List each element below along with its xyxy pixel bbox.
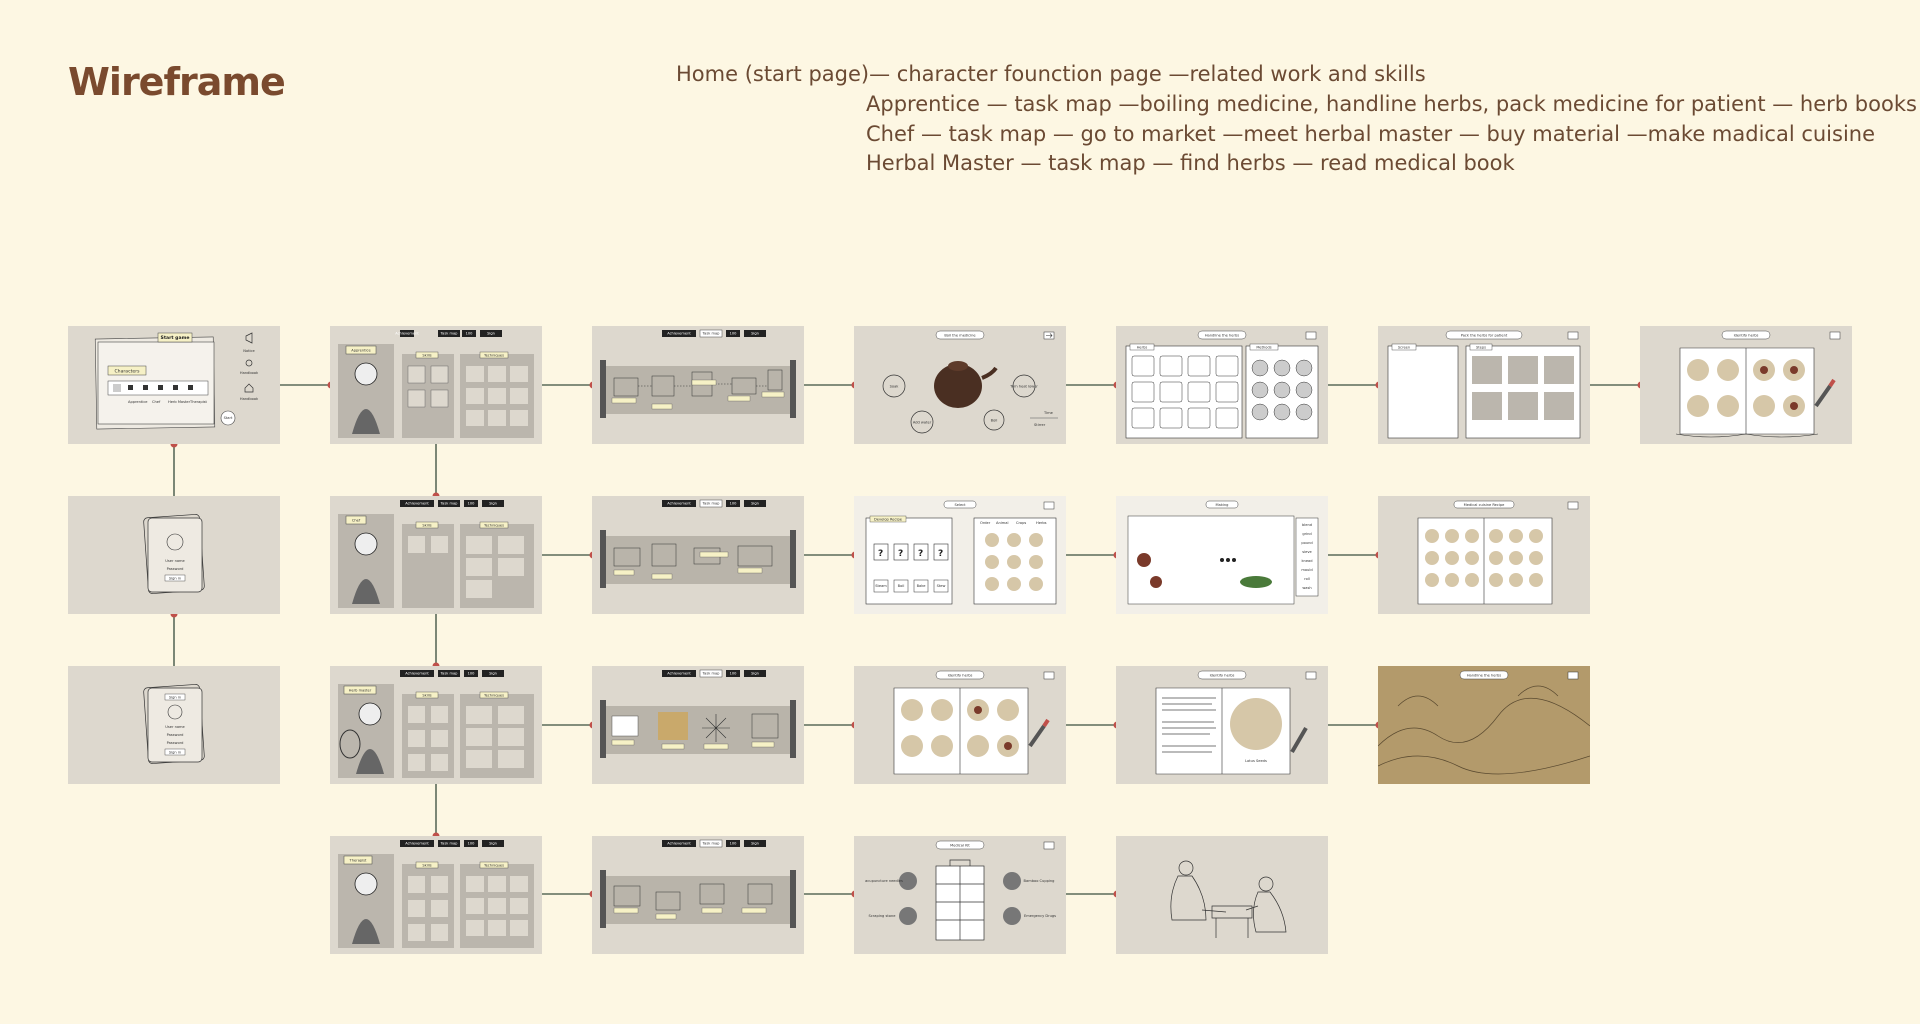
lotus-seeds-label: Lotus Seeds <box>1245 759 1267 763</box>
svg-text:Sign[interactable]: Sign <box>751 671 759 676</box>
svg-text:Screen: Screen <box>1397 345 1411 350</box>
svg-text:pound[interactable]: pound <box>1301 541 1313 545</box>
svg-text:Achievement[interactable]: Achievement <box>395 331 419 336</box>
boil-button[interactable]: Boil <box>990 418 998 423</box>
svg-text:Task map[interactable]: Task map <box>440 671 458 676</box>
char-apprentice[interactable]: Apprentice <box>128 400 148 404</box>
svg-text:Steam[interactable]: Steam <box>875 584 887 588</box>
svg-text:Task map[interactable]: Task map <box>440 841 458 846</box>
svg-text:Herbs: Herbs <box>1136 345 1148 350</box>
svg-text:Sign[interactable]: Sign <box>751 331 759 336</box>
svg-text:Boil[interactable]: Boil <box>897 584 905 588</box>
flow-line-herbal-master: Herbal Master — task map — find herbs — read medical book <box>866 151 1515 175</box>
svg-text:Herbs[interactable]: Herbs <box>1036 521 1047 525</box>
svg-text:Achievement[interactable]: Achievement <box>667 671 691 676</box>
svg-text:Boil the medicine: Boil the medicine <box>944 333 976 338</box>
password-field[interactable]: Password <box>166 733 184 737</box>
screen-therapy-scene <box>1116 836 1328 954</box>
screen-chef-taskmap <box>592 496 804 614</box>
svg-text:Stirrer: Stirrer <box>1034 423 1046 427</box>
screen-identify-herbs-3 <box>1116 666 1328 784</box>
sign-in-button[interactable]: Sign in <box>168 576 182 581</box>
svg-text:Skills: Skills <box>422 693 432 698</box>
char-herb-master[interactable]: Herb Master <box>168 400 191 404</box>
svg-text:Skills: Skills <box>422 353 432 358</box>
soak-button[interactable]: Soak <box>889 384 899 389</box>
svg-text:100: 100 <box>467 671 475 676</box>
flow-line-chef: Chef — task map — go to market —meet herbal master — buy material —make madical cuisine <box>866 122 1876 146</box>
screen-develop-recipe <box>854 496 1066 614</box>
svg-text:Bake[interactable]: Bake <box>916 584 926 588</box>
svg-text:Making: Making <box>1215 503 1229 507</box>
svg-text:?: ? <box>918 549 924 559</box>
user-icon[interactable] <box>246 360 252 366</box>
password-field[interactable]: Password <box>166 567 184 571</box>
svg-text:?: ? <box>938 549 944 559</box>
svg-text:100: 100 <box>729 671 737 676</box>
svg-text:Task map[interactable]: Task map <box>702 331 720 336</box>
character-badge: Herb master <box>348 688 372 693</box>
svg-text:Sign[interactable]: Sign <box>751 501 759 506</box>
sign-in-title: Sign in <box>168 695 182 700</box>
svg-text:Techniques: Techniques <box>484 693 504 698</box>
screen-handle-herbs <box>1116 326 1328 444</box>
svg-text:Animal[interactable]: Animal <box>996 521 1009 525</box>
svg-text:Crops[interactable]: Crops <box>1016 521 1027 525</box>
svg-text:Medical cuisine Recipe: Medical cuisine Recipe <box>1463 503 1505 507</box>
screen-login-1 <box>68 496 280 614</box>
start-game-label[interactable]: Start game <box>160 336 190 341</box>
svg-text:100: 100 <box>465 331 473 336</box>
svg-text:Techniques: Techniques <box>484 523 504 528</box>
svg-text:Identify herbs: Identify herbs <box>1733 333 1759 338</box>
svg-text:100: 100 <box>729 501 737 506</box>
start-button[interactable]: Start <box>223 416 233 420</box>
svg-text:Achievement[interactable]: Achievement <box>405 671 429 676</box>
svg-text:mould[interactable]: mould <box>1301 568 1313 572</box>
sign-in-button[interactable]: Sign in <box>168 750 182 755</box>
svg-text:Sign[interactable]: Sign <box>489 671 497 676</box>
svg-text:Pack the herbs for patient: Pack the herbs for patient <box>1460 333 1508 338</box>
flow-line-apprentice: Apprentice — task map —boiling medicine, handline herbs, pack medicine for patient — herb books <box>866 92 1917 116</box>
screen-therapist-character <box>330 836 542 954</box>
handbook-label[interactable]: Handbook <box>239 371 259 375</box>
screen-therapist-taskmap <box>592 836 804 954</box>
notice-label[interactable]: Notice <box>243 349 255 353</box>
svg-text:sieve[interactable]: sieve <box>1302 550 1312 554</box>
svg-text:Task map[interactable]: Task map <box>702 671 720 676</box>
svg-text:Order[interactable]: Order <box>980 521 991 525</box>
kit-acupuncture[interactable]: acupuncture needles <box>865 879 903 883</box>
svg-text:blend[interactable]: blend <box>1301 523 1313 527</box>
svg-text:?: ? <box>878 549 884 559</box>
screen-medical-kit <box>854 836 1066 954</box>
kit-emergency-drugs[interactable]: Emergency Drugs <box>1023 914 1057 918</box>
handbook-label-2[interactable]: Handbook <box>239 397 259 401</box>
svg-text:Identify herbs: Identify herbs <box>1209 673 1235 678</box>
svg-text:100: 100 <box>467 501 475 506</box>
username-field[interactable]: User name <box>165 559 185 563</box>
character-badge: Therapist <box>349 858 367 863</box>
page-title: Wireframe <box>68 60 285 104</box>
character-badge: Chef <box>351 518 361 523</box>
screen-herb-map <box>1378 666 1590 784</box>
speaker-icon[interactable] <box>246 333 252 343</box>
kit-scraping-stone[interactable]: Scraping stone <box>868 914 896 918</box>
svg-text:Achievement[interactable]: Achievement <box>667 501 691 506</box>
svg-text:Time: Time <box>1044 411 1053 415</box>
screen-login-2 <box>68 666 280 784</box>
screen-herbmaster-taskmap <box>592 666 804 784</box>
svg-text:Medical Kit: Medical Kit <box>950 843 970 848</box>
svg-text:Sign[interactable]: Sign <box>489 501 497 506</box>
svg-text:roll[interactable]: roll <box>1304 577 1310 581</box>
screen-boil-medicine <box>854 326 1066 444</box>
flow-line-home: Home (start page)— character founction page —related work and skills <box>676 62 1426 86</box>
svg-text:Task map[interactable]: Task map <box>702 501 720 506</box>
svg-text:Achievement[interactable]: Achievement <box>405 841 429 846</box>
svg-text:Achievement[interactable]: Achievement <box>667 331 691 336</box>
add-water-button[interactable]: Add water <box>912 420 932 425</box>
screen-medical-cuisine <box>1378 496 1590 614</box>
svg-text:?: ? <box>898 549 904 559</box>
char-therapist[interactable]: Therapist <box>190 400 207 404</box>
svg-text:Task map[interactable]: Task map <box>702 841 720 846</box>
svg-text:Sign[interactable]: Sign <box>487 331 495 336</box>
svg-text:Techniques: Techniques <box>484 863 504 868</box>
char-chef[interactable]: Chef <box>152 400 161 404</box>
svg-text:100: 100 <box>729 841 737 846</box>
character-badge: Apprentice <box>351 348 371 353</box>
svg-text:100: 100 <box>467 841 475 846</box>
screen-herbmaster-character <box>330 666 542 784</box>
svg-text:Techniques: Techniques <box>484 353 504 358</box>
svg-text:Skills: Skills <box>422 523 432 528</box>
svg-text:Steps: Steps <box>1475 345 1487 350</box>
kit-bamboo-cupping[interactable]: Bamboo Cupping <box>1023 879 1055 883</box>
svg-text:Sign[interactable]: Sign <box>751 841 759 846</box>
svg-text:knead[interactable]: knead <box>1301 559 1313 563</box>
svg-text:100: 100 <box>729 331 737 336</box>
home-icon[interactable] <box>245 384 253 392</box>
turn-heat-button[interactable]: Turn heat lower <box>1010 384 1038 389</box>
screen-home <box>68 326 280 444</box>
svg-text:Select: Select <box>954 503 966 507</box>
svg-text:Task map[interactable]: Task map <box>440 331 458 336</box>
svg-text:Sign[interactable]: Sign <box>489 841 497 846</box>
screen-pack-herbs <box>1378 326 1590 444</box>
svg-text:Achievement[interactable]: Achievement <box>405 501 429 506</box>
svg-text:Achievement[interactable]: Achievement <box>667 841 691 846</box>
svg-text:Handline the herbs: Handline the herbs <box>1466 673 1502 678</box>
svg-text:Stew[interactable]: Stew <box>936 584 946 588</box>
password-confirm-field[interactable]: Password <box>166 741 184 745</box>
svg-text:Handline the herbs: Handline the herbs <box>1204 333 1240 338</box>
screen-identify-herbs-1 <box>1640 326 1852 444</box>
screen-apprentice-taskmap <box>592 326 804 444</box>
username-field[interactable]: User name <box>165 725 185 729</box>
svg-text:wash[interactable]: wash <box>1302 586 1312 590</box>
screen-identify-herbs-2 <box>854 666 1066 784</box>
svg-text:Skills: Skills <box>422 863 432 868</box>
screen-chef-character <box>330 496 542 614</box>
svg-text:Methods: Methods <box>1256 345 1272 350</box>
svg-text:Identify herbs: Identify herbs <box>947 673 973 678</box>
svg-text:Develop Recipe: Develop Recipe <box>874 517 902 522</box>
screen-making <box>1116 496 1328 614</box>
characters-label: Characters <box>114 369 140 375</box>
svg-text:Task map[interactable]: Task map <box>440 501 458 506</box>
screen-apprentice-character <box>330 326 542 444</box>
svg-text:grind[interactable]: grind <box>1302 532 1312 536</box>
